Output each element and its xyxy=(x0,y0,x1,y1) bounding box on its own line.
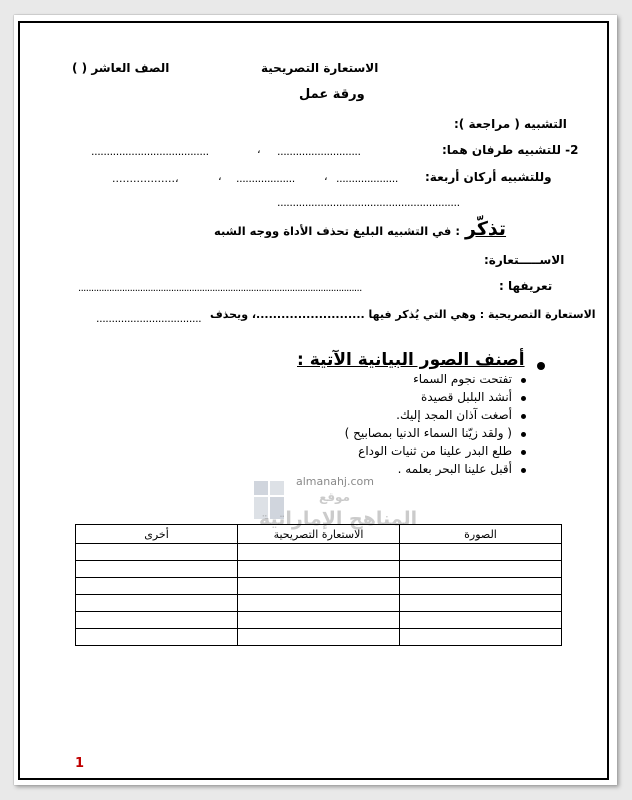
explicit-metaphor-text: الاستعارة التصريحية : وهي التي يُذكر فيها ..........................، ويحذف xyxy=(210,308,596,321)
exercise-list xyxy=(345,372,512,480)
page-border xyxy=(18,21,609,780)
exercise-heading: أصنف الصور البيانية الآتية : xyxy=(297,350,525,370)
table-header-row xyxy=(76,525,562,544)
table-cell[interactable] xyxy=(400,595,562,612)
document-page xyxy=(14,15,617,785)
remember-text: : في التشبيه البليغ تحذف الأداة ووجه الشبه xyxy=(214,224,460,238)
pillars-label: وللتشبيه أركان أربعة: xyxy=(425,170,552,184)
pillars-blank-line2: ........................................................... xyxy=(277,196,460,209)
table-cell[interactable] xyxy=(400,544,562,561)
bullet-dot xyxy=(521,414,526,419)
table-row xyxy=(76,578,562,595)
table-cell[interactable] xyxy=(400,612,562,629)
table-cell[interactable] xyxy=(238,612,400,629)
bullet-dot xyxy=(521,432,526,437)
list-item: أصغت آذان المجد إليك. xyxy=(345,408,512,426)
table-cell[interactable] xyxy=(76,612,238,629)
table-cell[interactable] xyxy=(76,561,238,578)
header-other: أخرى xyxy=(76,525,238,544)
pillars-blank-b: ................... xyxy=(236,172,295,185)
list-item: طلع البدر علينا من ثنيات الوداع xyxy=(345,444,512,462)
table-row xyxy=(76,561,562,578)
q2-label: 2- للتشبيه طرفان هما: xyxy=(442,143,579,157)
q2-blank-b: ...................................... xyxy=(91,145,209,158)
pillars-separator-a: ، xyxy=(324,170,328,183)
remember-word: تذكّر xyxy=(465,218,507,240)
list-item: تفتحت نجوم السماء xyxy=(345,372,512,390)
worksheet-title: الاستعارة التصريحية xyxy=(261,61,379,75)
explicit-metaphor-blank: .................................. xyxy=(96,312,202,325)
q2-blank-a: ........................... xyxy=(277,145,361,158)
watermark-site: almanahj.com xyxy=(296,475,374,488)
table-cell[interactable] xyxy=(238,561,400,578)
list-item: أنشد البلبل قصيدة xyxy=(345,390,512,408)
bullet-dot xyxy=(521,468,526,473)
table-cell[interactable] xyxy=(400,561,562,578)
review-heading: التشبيه ( مراجعة ): xyxy=(454,117,567,131)
bullet-dot xyxy=(521,396,526,401)
table-row xyxy=(76,544,562,561)
table-cell[interactable] xyxy=(400,629,562,646)
metaphor-heading: الاســـــتعارة: xyxy=(484,253,565,267)
pillars-blank-c: ..................، xyxy=(112,172,179,185)
q2-separator: ، xyxy=(257,143,261,156)
table-cell[interactable] xyxy=(238,578,400,595)
table-row xyxy=(76,595,562,612)
worksheet-subtitle: ورقة عمل xyxy=(299,87,365,102)
classification-table xyxy=(75,524,562,646)
grade-label: الصف العاشر ( ) xyxy=(72,61,170,75)
table-cell[interactable] xyxy=(400,578,562,595)
watermark-text-line2: المناهج الإماراتية xyxy=(259,508,418,530)
definition-label: تعريفها : xyxy=(499,279,553,293)
table-cell[interactable] xyxy=(76,544,238,561)
bullet-dot xyxy=(521,378,526,383)
table-row xyxy=(76,629,562,646)
table-cell[interactable] xyxy=(76,595,238,612)
pillars-separator-b: ، xyxy=(218,170,222,183)
header-explicit-metaphor: الاستعارة التصريحية xyxy=(238,525,400,544)
watermark-text-line1: موقع xyxy=(319,490,351,504)
table-cell[interactable] xyxy=(238,544,400,561)
table-cell[interactable] xyxy=(76,629,238,646)
list-item: ( ولقد زيّنا السماء الدنيا بمصابيح ) xyxy=(345,426,512,444)
table-cell[interactable] xyxy=(76,578,238,595)
table-cell[interactable] xyxy=(238,629,400,646)
page-number: 1 xyxy=(75,756,85,771)
header-image: الصورة xyxy=(400,525,562,544)
pillars-blank-a: .................... xyxy=(336,172,398,185)
bullet-dot xyxy=(521,450,526,455)
heading-bullet xyxy=(537,362,545,370)
list-item: أقبل علينا البحر بعلمه . xyxy=(345,462,512,480)
remember-note xyxy=(214,218,506,240)
table-cell[interactable] xyxy=(238,595,400,612)
definition-blank: .............................................................................................................. xyxy=(78,283,362,294)
table-row xyxy=(76,612,562,629)
